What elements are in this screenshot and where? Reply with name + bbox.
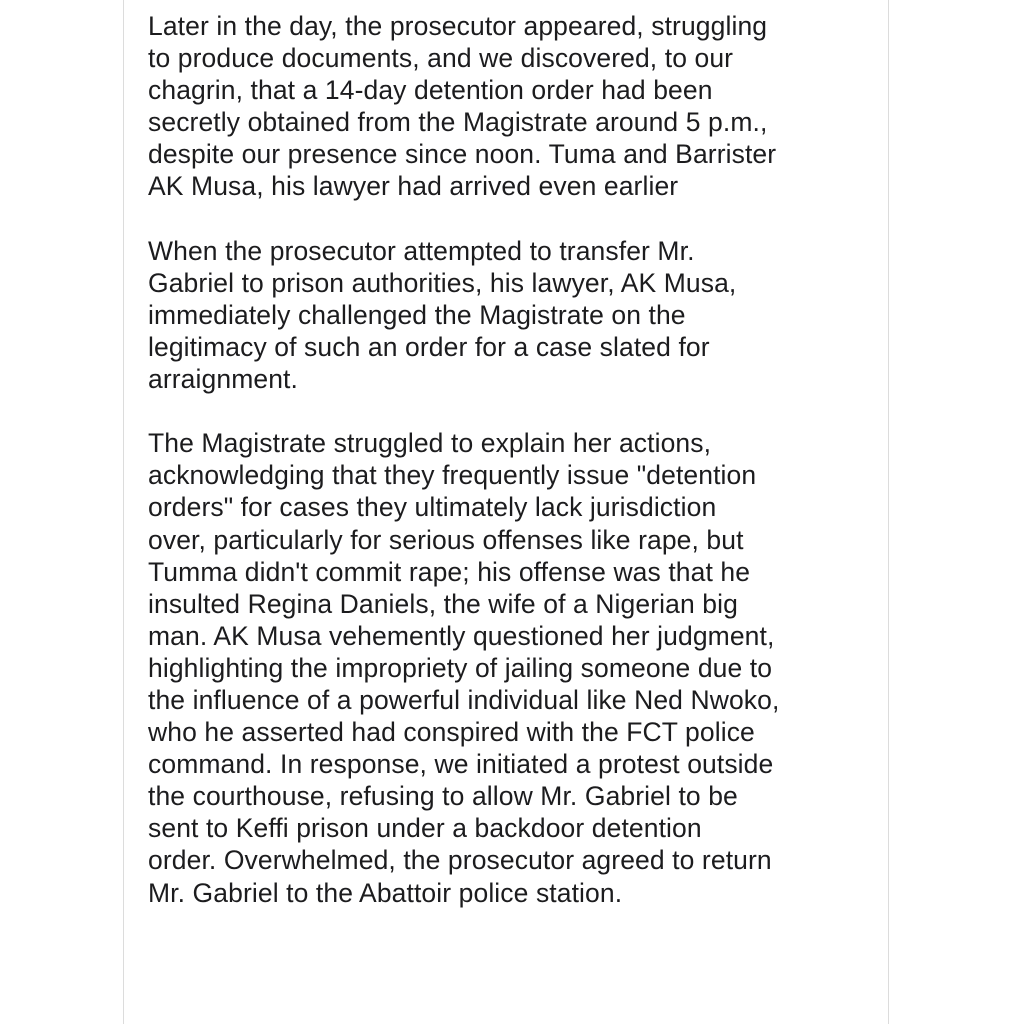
text-line: who he asserted had conspired with the FCT police (148, 717, 755, 748)
text-line: man. AK Musa vehemently questioned her judgment, (148, 620, 775, 651)
text-line: command. In response, we initiated a protest outside (148, 749, 774, 780)
text-line: Gabriel to prison authorities, his lawyer, AK Musa, (148, 267, 737, 298)
paragraph-3 (148, 427, 878, 908)
text-line: arraignment. (148, 364, 298, 395)
text-line: Later in the day, the prosecutor appeared, struggling (148, 11, 768, 41)
text-line: highlighting the impropriety of jailing someone due to (148, 652, 773, 683)
text-line: the influence of a powerful individual like Ned Nwoko, (148, 684, 780, 715)
text-line: chagrin, that a 14-day detention order had been (148, 75, 713, 106)
post-body-text (148, 10, 878, 941)
text-line: to produce documents, and we discovered, to our (148, 43, 734, 74)
text-line: Tumma didn't commit rape; his offense was that he (148, 556, 751, 587)
text-line: Mr. Gabriel to the Abattoir police station. (148, 877, 623, 908)
paragraph-2 (148, 235, 878, 395)
text-line: despite our presence since noon. Tuma and Barrister (148, 139, 777, 170)
text-line: order. Overwhelmed, the prosecutor agreed to return (148, 845, 772, 876)
text-line: When the prosecutor attempted to transfer Mr. (148, 235, 695, 266)
text-line: over, particularly for serious offenses like rape, but (148, 524, 744, 555)
paragraph-1 (148, 10, 878, 203)
text-line: sent to Keffi prison under a backdoor detention (148, 813, 702, 844)
text-line: the courthouse, refusing to allow Mr. Gabriel to be (148, 781, 738, 812)
text-line: immediately challenged the Magistrate on the (148, 299, 686, 330)
text-line: orders" for cases they ultimately lack jurisdiction (148, 492, 717, 523)
text-line: secretly obtained from the Magistrate around 5 p.m., (148, 107, 768, 138)
text-line: AK Musa, his lawyer had arrived even earlier (148, 171, 679, 202)
text-line: acknowledging that they frequently issue "detention (148, 460, 757, 491)
text-line: insulted Regina Daniels, the wife of a Nigerian big (148, 588, 738, 619)
post-card (123, 0, 889, 1024)
text-line: The Magistrate struggled to explain her actions, (148, 428, 712, 459)
text-line: legitimacy of such an order for a case slated for (148, 331, 710, 362)
